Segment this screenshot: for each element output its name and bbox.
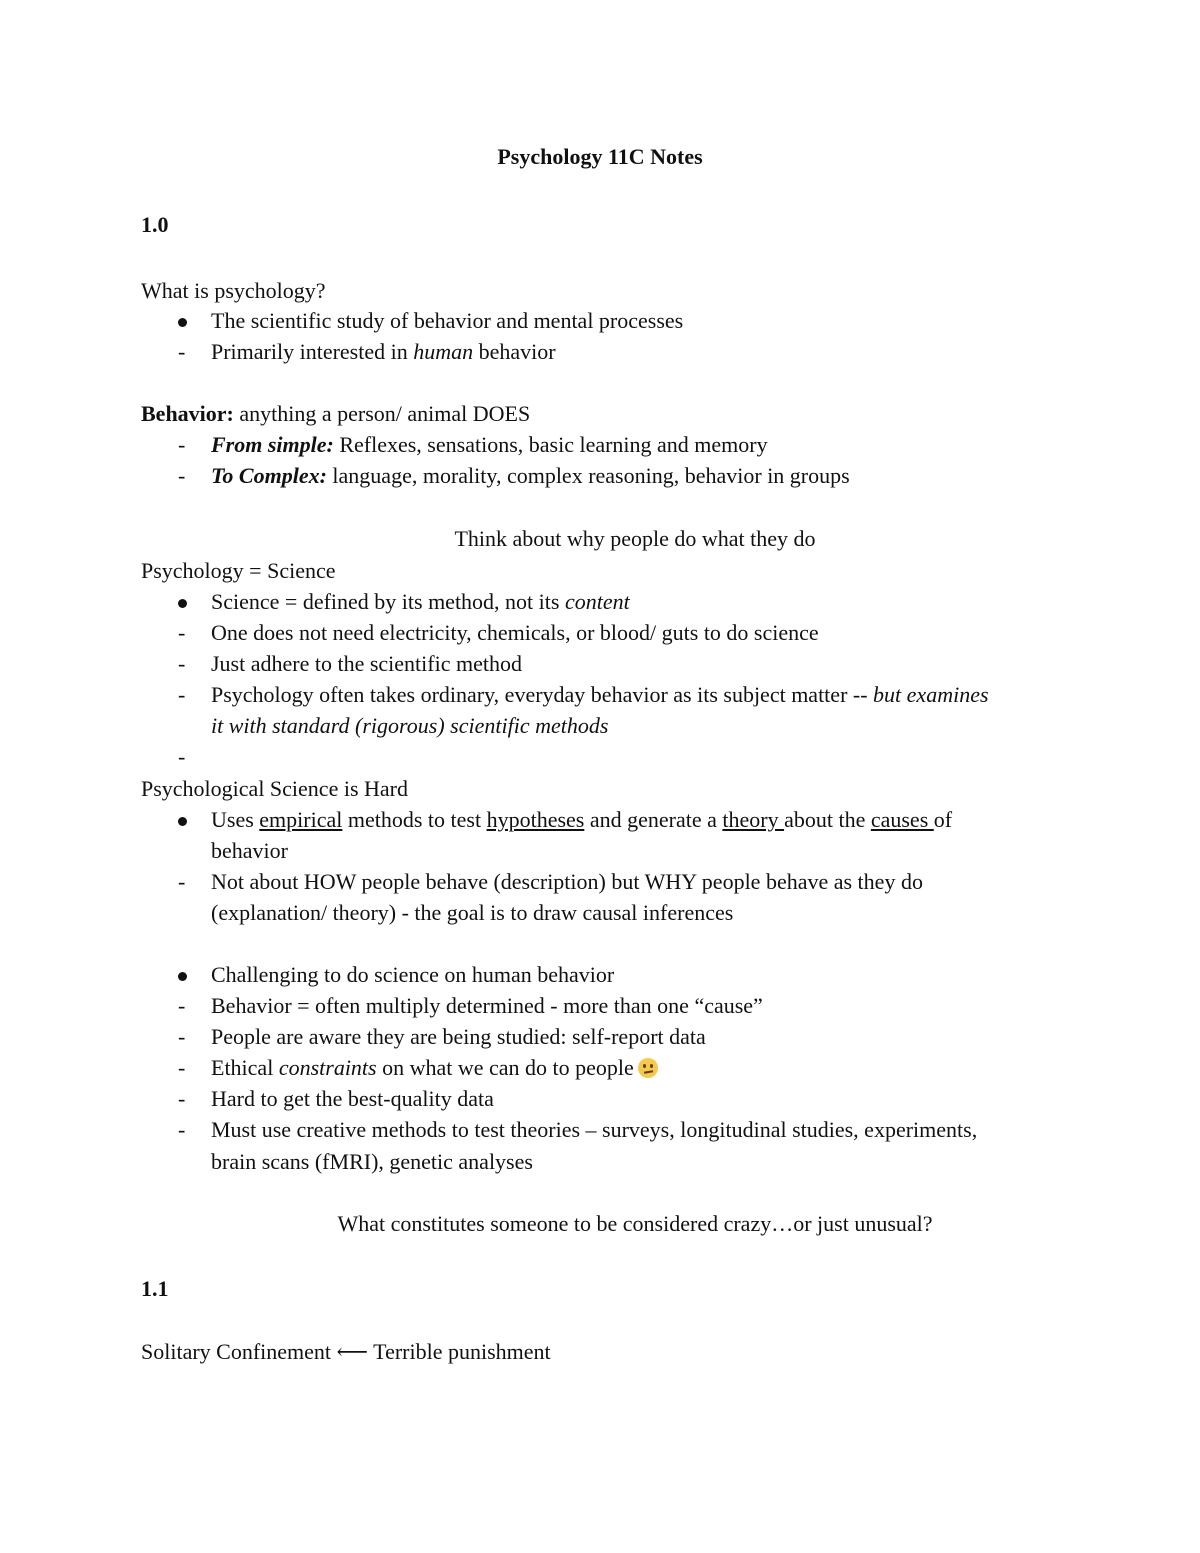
dash-marker: -	[178, 463, 186, 488]
bullet-icon	[178, 972, 187, 981]
list-item: From simple: Reflexes, sensations, basic learning and memory	[211, 432, 768, 457]
dash-marker: -	[178, 1086, 186, 1111]
crazy-question: What constitutes someone to be considered crazy…or just unusual?	[337, 1211, 933, 1236]
dash-marker: -	[178, 869, 186, 894]
section-heading-1-1: 1.1	[141, 1276, 169, 1301]
list-item: Psychology often takes ordinary, everyday behavior as its subject matter -- but examines	[211, 682, 989, 707]
think-line: Think about why people do what they do	[454, 526, 816, 551]
dash-marker: -	[178, 339, 186, 364]
document-title: Psychology 11C Notes	[497, 144, 703, 169]
bullet-icon	[178, 599, 187, 608]
list-item: Primarily interested in human behavior	[211, 339, 556, 364]
bullet-icon	[178, 817, 187, 826]
list-item: Challenging to do science on human behavior	[211, 962, 615, 987]
solitary-confinement-line: Solitary Confinement ⟵ Terrible punishment	[141, 1339, 551, 1364]
hard-heading: Psychological Science is Hard	[141, 776, 408, 801]
list-item: Uses empirical methods to test hypotheses and generate a theory about the causes of	[211, 807, 953, 832]
dash-marker: -	[178, 682, 186, 707]
list-item: Just adhere to the scientific method	[211, 651, 522, 676]
list-item: People are aware they are being studied: self-report data	[211, 1024, 706, 1049]
dash-marker: -	[178, 1055, 186, 1080]
list-item: The scientific study of behavior and mental processes	[211, 308, 684, 333]
dash-marker: -	[178, 651, 186, 676]
list-item: Must use creative methods to test theories – surveys, longitudinal studies, experiments,	[211, 1117, 978, 1142]
section-heading-1-0: 1.0	[141, 212, 169, 237]
dash-marker: -	[178, 993, 186, 1018]
dash-marker: -	[178, 744, 186, 769]
dash-marker: -	[178, 1117, 186, 1142]
psychology-science-heading: Psychology = Science	[141, 558, 336, 583]
list-item: Behavior = often multiply determined - more than one “cause”	[211, 993, 763, 1018]
dash-marker: -	[178, 1024, 186, 1049]
list-item: Not about HOW people behave (description) but WHY people behave as they do	[211, 869, 923, 894]
list-item: Hard to get the best-quality data	[211, 1086, 494, 1111]
behavior-definition: Behavior: anything a person/ animal DOES	[141, 401, 531, 426]
list-item-continuation: (explanation/ theory) - the goal is to draw causal inferences	[211, 900, 734, 925]
dash-marker: -	[178, 432, 186, 457]
list-item-continuation: behavior	[211, 838, 288, 863]
dash-marker: -	[178, 620, 186, 645]
list-item: Ethical constraints on what we can do to people	[211, 1053, 658, 1083]
list-item-continuation: it with standard (rigorous) scientific methods	[211, 713, 609, 738]
question-what-is-psychology: What is psychology?	[141, 278, 326, 303]
bullet-icon	[178, 318, 187, 327]
confused-face-emoji-icon	[638, 1058, 658, 1078]
list-item: One does not need electricity, chemicals, or blood/ guts to do science	[211, 620, 819, 645]
list-item: To Complex: language, morality, complex reasoning, behavior in groups	[211, 463, 850, 488]
list-item: Science = defined by its method, not its content	[211, 589, 630, 614]
list-item-continuation: brain scans (fMRI), genetic analyses	[211, 1149, 533, 1174]
